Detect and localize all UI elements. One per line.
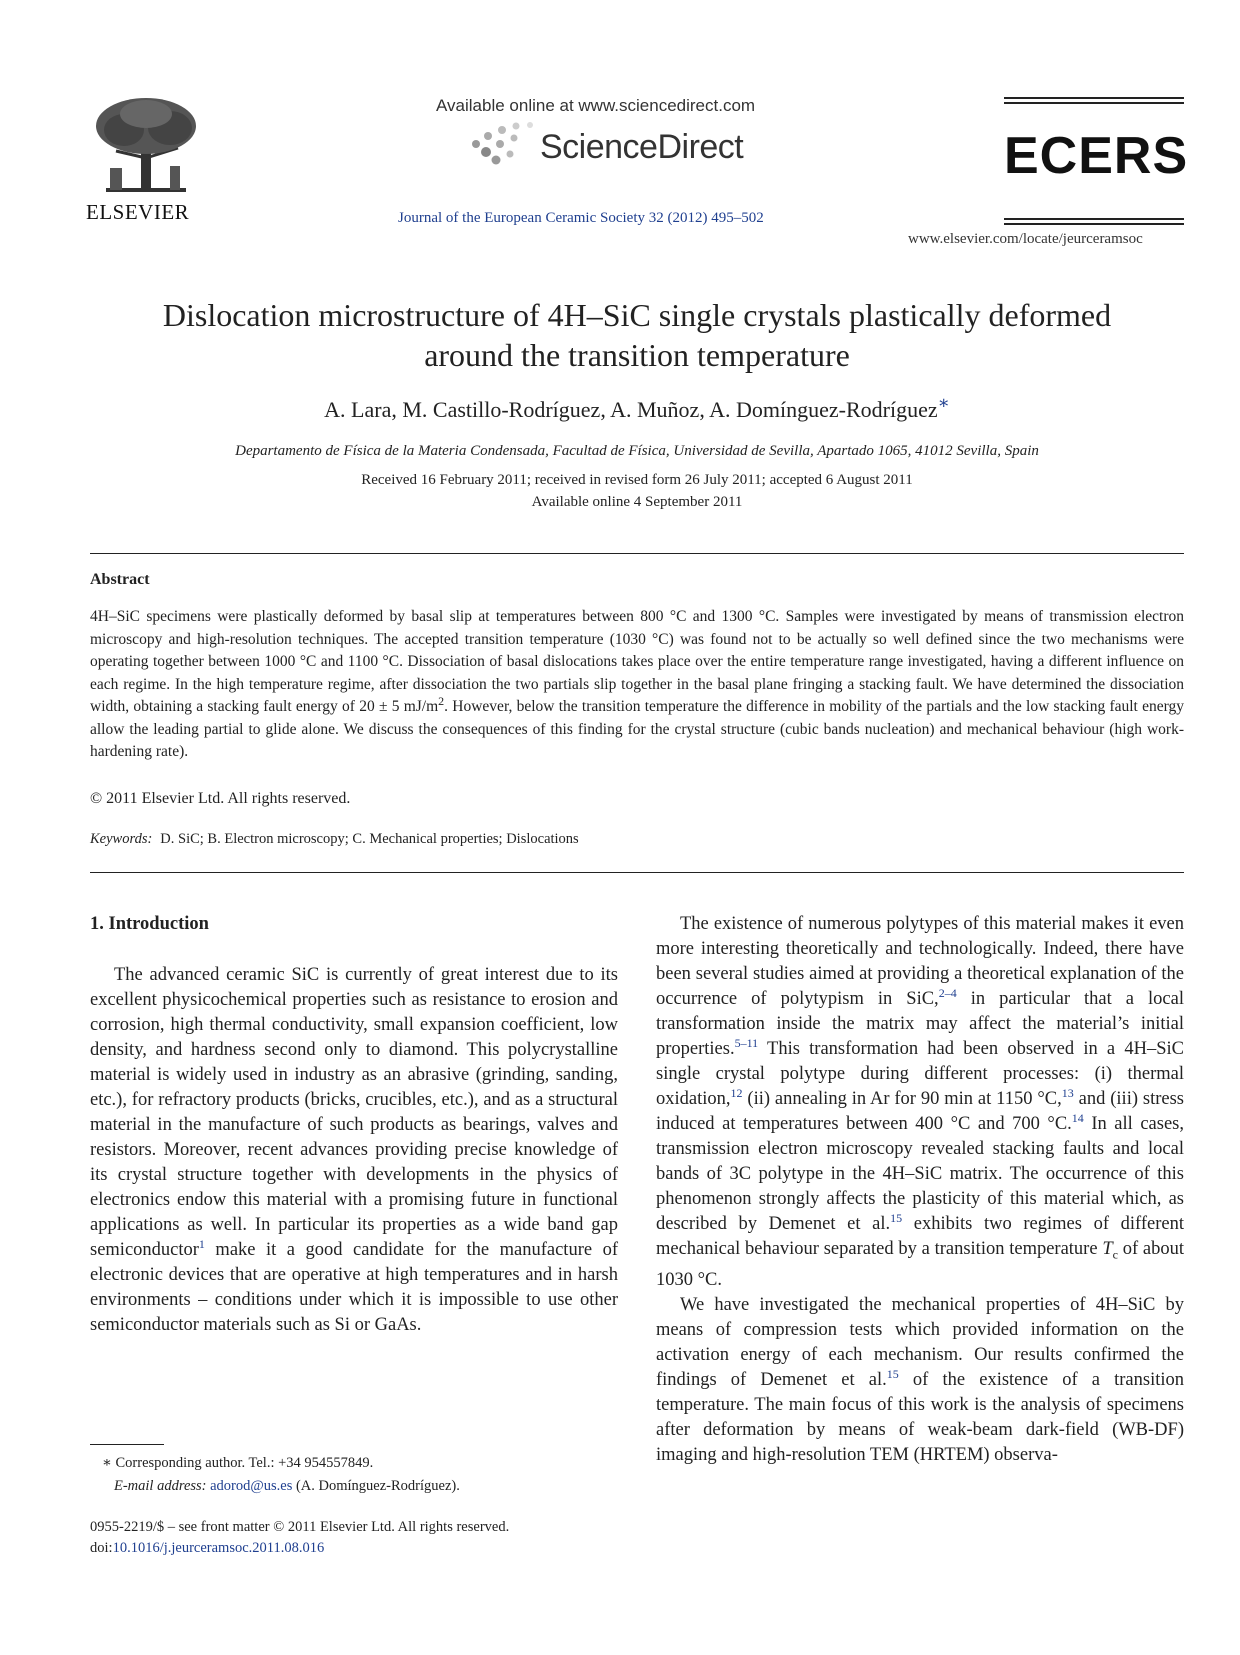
email-owner: (A. Domínguez-Rodríguez). <box>292 1478 460 1494</box>
intro-p1-text-a: The advanced ceramic SiC is currently of great interest due to its excellent physicochemical properties such as resistance to erosion and corrosion, high thermal conductivity, small expansion coefficient, low density, and hardness second only to diamond. This polycrystalline material is widely used in industry as an abrasive (grinding, sanding, etc.), for refractory products (bricks, crucibles, etc.), and as a structural material in the manufacture of such products as bearings, valves and resistors. Moreover, recent advances providing precise knowledge of its crystal structure together with developments in the physics of electronics endow this material with a promising future in functional applications as well. In particular its properties as a wide band gap semiconductor <box>90 965 618 1260</box>
title-line-2: around the transition temperature <box>424 337 850 373</box>
intro-p2-text-f: In all cases, transmission electron microscopy revealed stacking faults and local bands of 3C polytype in the 4H–SiC matrix. The occurrence of this phenomenon strongly affects the plasticity of this material which, as described by Demenet et al. <box>656 1114 1184 1234</box>
email-label: E-mail address: <box>114 1478 207 1494</box>
keywords-line <box>90 831 579 848</box>
intro-p2-text-d: (ii) annealing in Ar for 90 min at 1150 °C, <box>742 1089 1062 1109</box>
journal-homepage-url[interactable]: www.elsevier.com/locate/jeurceramsoc <box>908 231 1143 247</box>
reference-1-link[interactable]: 1 <box>198 1236 205 1251</box>
reference-15b-link[interactable]: 15 <box>886 1366 899 1381</box>
received-dates: Received 16 February 2011; received in revised form 26 July 2011; accepted 6 August 2011 <box>361 472 913 488</box>
introduction-heading: 1. Introduction <box>90 914 209 934</box>
right-column <box>656 912 1184 1468</box>
ecers-bottom-rule-1 <box>1004 218 1184 220</box>
abstract-body <box>90 606 1184 764</box>
intro-paragraph-3 <box>656 1293 1184 1468</box>
issn-line: 0955-2219/$ – see front matter © 2011 Elsevier Ltd. All rights reserved. <box>90 1519 510 1535</box>
journal-reference-link[interactable]: Journal of the European Ceramic Society 32 (2012) 495–502 <box>398 210 764 226</box>
reference-14-link[interactable]: 14 <box>1071 1110 1084 1125</box>
reference-12-link[interactable]: 12 <box>730 1085 743 1100</box>
affiliation: Departamento de Física de la Materia Condensada, Facultad de Física, Universidad de Sevilla, Apartado 1065, 41012 Sevilla, Spain <box>235 443 1039 459</box>
reference-15-link[interactable]: 15 <box>890 1210 903 1225</box>
email-link[interactable]: adorod@us.es <box>210 1478 293 1494</box>
intro-p3-text-b: of the existence of a transition temperature. The main focus of this work is the analysis of specimens after deformation by means of weak-beam dark-field (WB-DF) imaging and high-resolution TEM (HRTEM) observa- <box>656 1369 1185 1465</box>
intro-p2-text-a: The existence of numerous polytypes of this material makes it even more interesting theoretically and technologically. Indeed, there have been several studies aimed at providing a theoretical explanation of the occurrence of polytypism in SiC, <box>656 914 1184 1009</box>
sciencedirect-dots-icon <box>468 122 538 168</box>
ecers-top-rule-2 <box>1004 102 1184 104</box>
footnote-rule <box>90 1444 164 1445</box>
doi-label: doi: <box>90 1540 113 1556</box>
abstract-superscript: 2 <box>438 693 445 708</box>
keywords-label: Keywords: <box>90 831 153 847</box>
abstract-bottom-rule <box>90 872 1184 873</box>
intro-paragraph-2 <box>656 912 1184 1293</box>
intro-p2-text-e: and (iii) stress induced at temperatures between 400 °C and 700 °C. <box>656 1089 1184 1134</box>
corresponding-author-mark[interactable]: ∗ <box>937 392 950 413</box>
abstract-top-rule <box>90 553 1184 554</box>
footnote-mark: ∗ <box>102 1455 112 1471</box>
intro-p2-text-h: of about 1030 °C. <box>656 1239 1184 1290</box>
doi-line <box>90 1540 324 1557</box>
reference-13-link[interactable]: 13 <box>1061 1085 1074 1100</box>
intro-p1-text-b: make it a good candidate for the manufacture of electronic devices that are operative at high temperatures and in harsh environments – conditions under which it is impossible to use other semiconductor materials such as Si or GaAs. <box>90 1240 618 1335</box>
left-column <box>90 963 618 1338</box>
abstract-text-1: 4H–SiC specimens were plastically deformed by basal slip at temperatures between 800 °C and 1300 °C. Samples were investigated by means of transmission electron microscopy and high-resolution techniques. The accepted transition temperature (1030 °C) was found not to be actually so well defined since the two mechanisms were operating together between 1000 °C and 1100 °C. Dissociation of basal dislocations takes place over the entire temperature range investigated, having a different influence on each regime. In the high temperature regime, after dissociation the two partials slip together in the basal plane fringing a stacking fault. We have determined the dissociation width, obtaining a stacking fault energy of 20 ± 5 mJ/m <box>90 608 1184 715</box>
elsevier-wordmark: ELSEVIER <box>86 200 190 224</box>
intro-p3-text-a: We have investigated the mechanical properties of 4H–SiC by means of compression tests which provided information on the activation energy of each mechanism. Our results confirmed the findings of Demenet et al. <box>656 1294 1184 1390</box>
ecers-bottom-rule-2 <box>1004 223 1184 225</box>
keywords-list: D. SiC; B. Electron microscopy; C. Mechanical properties; Dislocations <box>160 831 579 847</box>
footnote-email <box>90 1478 460 1495</box>
footnote-corresponding <box>90 1455 373 1472</box>
reference-2-4-link[interactable]: 2–4 <box>938 985 957 1000</box>
intro-p2-text-c: This transformation had been observed in a 4H–SiC single crystal polytype during different processes: (i) thermal oxidation, <box>656 1039 1184 1109</box>
transition-temp-subscript: c <box>1112 1247 1118 1262</box>
authors-text: A. Lara, M. Castillo-Rodríguez, A. Muñoz, A. Domínguez-Rodríguez <box>324 397 938 422</box>
elsevier-tree-logo <box>86 96 206 196</box>
ecers-top-rule-1 <box>1004 97 1184 99</box>
available-online-date: Available online 4 September 2011 <box>531 494 743 510</box>
ecers-society-logo: ECERS <box>1004 127 1189 185</box>
intro-p2-text-g: exhibits two regimes of different mechanical behaviour separated by a transition temperature <box>656 1214 1185 1259</box>
reference-5-11-link[interactable]: 5–11 <box>734 1035 759 1050</box>
abstract-copyright: © 2011 Elsevier Ltd. All rights reserved. <box>90 790 351 807</box>
intro-paragraph-1 <box>90 963 618 1338</box>
abstract-text-2: . However, below the transition temperature the difference in mobility of the partials and the low stacking fault energy allow the leading partial to glide alone. We discuss the consequences of this finding for the crystal structure (cubic bands nucleation) and mechanical behaviour (high work-hardening rate). <box>90 698 1184 760</box>
footnote-corresponding-text: Corresponding author. Tel.: +34 954557849. <box>111 1455 374 1471</box>
available-online-text: Available online at www.sciencedirect.com <box>436 96 756 115</box>
sciencedirect-wordmark: ScienceDirect <box>540 128 744 166</box>
article-title <box>90 295 1184 375</box>
title-line-1: Dislocation microstructure of 4H–SiC single crystals plastically deformed <box>162 297 1112 333</box>
abstract-heading: Abstract <box>90 571 150 588</box>
author-list <box>90 392 1184 423</box>
doi-link[interactable]: 10.1016/j.jeurceramsoc.2011.08.016 <box>112 1540 325 1556</box>
intro-p2-text-b: in particular that a local transformation inside the matrix may affect the material’s initial properties. <box>656 989 1184 1059</box>
transition-temp-symbol: T <box>1102 1239 1113 1259</box>
